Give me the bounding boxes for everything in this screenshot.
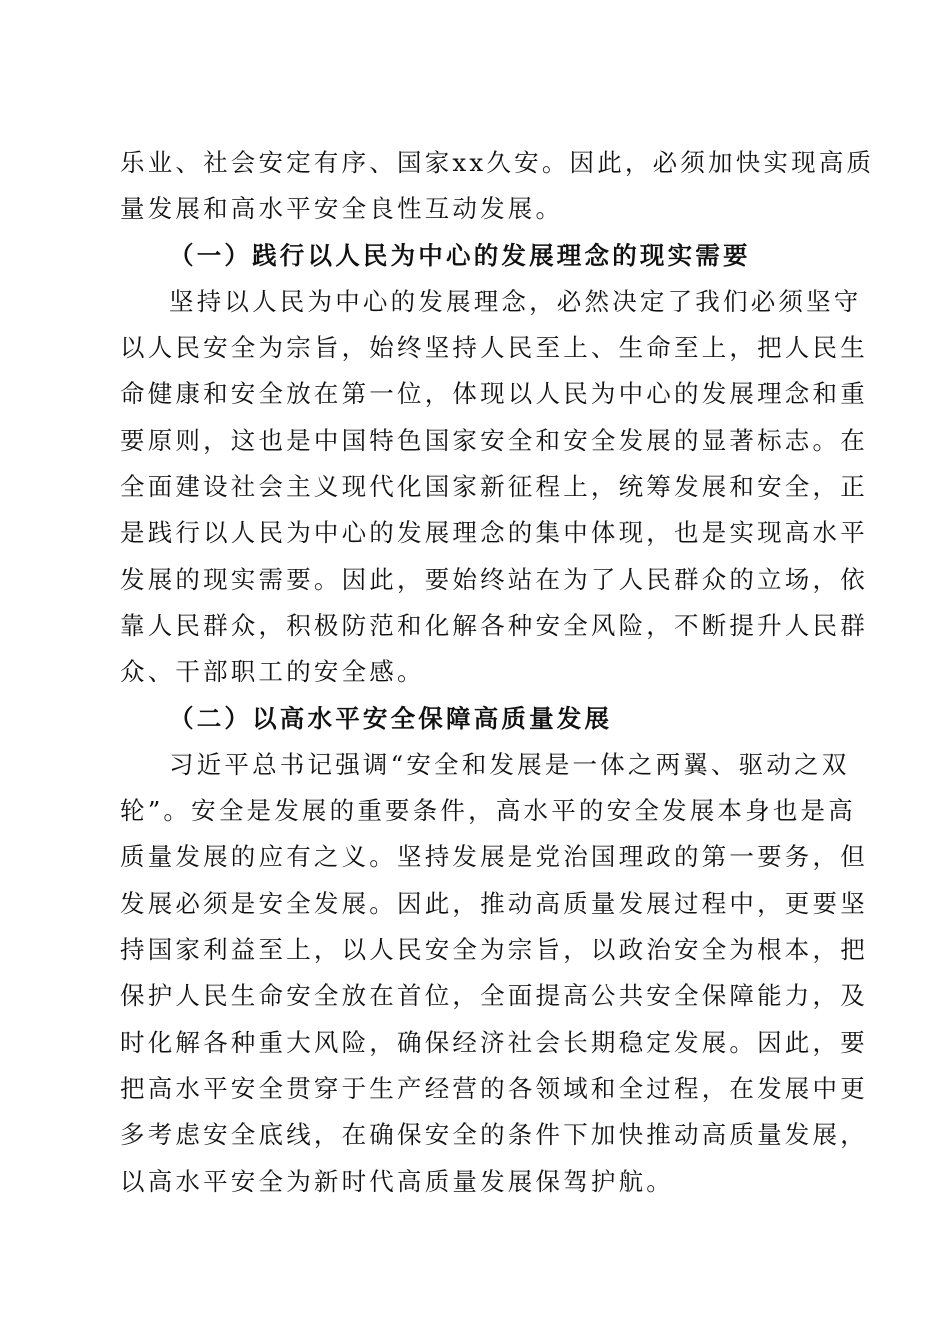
text-line: 时化解各种重大风险，确保经济社会长期稳定发展。因此，要 (120, 1027, 868, 1057)
text-line: 质量发展的应有之义。坚持发展是党治国理政的第一要务，但 (120, 842, 868, 872)
text-line: 坚持以人民为中心的发展理念，必然决定了我们必须坚守 (169, 286, 862, 316)
text-line: 发展必须是安全发展。因此，推动高质量发展过程中，更要坚 (120, 888, 868, 918)
heading-text: （二）以高水平安全保障高质量发展 (169, 703, 613, 733)
text-line: 发展的现实需要。因此，要始终站在为了人民群众的立场，依 (120, 564, 868, 594)
text-line: 以人民安全为宗旨，始终坚持人民至上、生命至上，把人民生 (120, 333, 868, 363)
paragraph (120, 279, 868, 696)
heading-text: （一）践行以人民为中心的发展理念的现实需要 (169, 240, 751, 270)
section-heading-1 (120, 233, 828, 279)
text-line: 多考虑安全底线，在确保安全的条件下加快推动高质量发展， (120, 1120, 868, 1150)
paragraph-continuation (120, 140, 875, 233)
paragraph (120, 742, 868, 1205)
text-line: 靠人民群众，积极防范和化解各种安全风险，不断提升人民群 (120, 610, 868, 640)
text-line: 把高水平安全贯穿于生产经营的各领域和全过程，在发展中更 (120, 1073, 868, 1103)
text-line: 习近平总书记强调“安全和发展是一体之两翼、驱动之双 (169, 749, 850, 779)
text-line: 轮”。安全是发展的重要条件，高水平的安全发展本身也是高 (120, 796, 856, 826)
text-line: 持国家利益至上，以人民安全为宗旨，以政治安全为根本，把 (120, 935, 868, 965)
text-line: 命健康和安全放在第一位，体现以人民为中心的发展理念和重 (120, 379, 868, 409)
text-line: 全面建设社会主义现代化国家新征程上，统筹发展和安全，正 (120, 472, 868, 502)
text-line: 乐业、社会安定有序、国家xx久安。因此，必须加快实现高质 (120, 148, 875, 177)
text-line: 是践行以人民为中心的发展理念的集中体现，也是实现高水平 (120, 518, 868, 548)
text-line: 众、干部职工的安全感。 (120, 657, 425, 687)
text-line: 要原则，这也是中国特色国家安全和安全发展的显著标志。在 (120, 425, 868, 455)
text-line: 以高水平安全为新时代高质量发展保驾护航。 (120, 1166, 674, 1196)
document-body (120, 140, 875, 1205)
section-heading-2 (120, 696, 828, 742)
text-line: 量发展和高水平安全良性互动发展。 (120, 194, 564, 224)
text-line: 保护人民生命安全放在首位，全面提高公共安全保障能力，及 (120, 981, 868, 1011)
